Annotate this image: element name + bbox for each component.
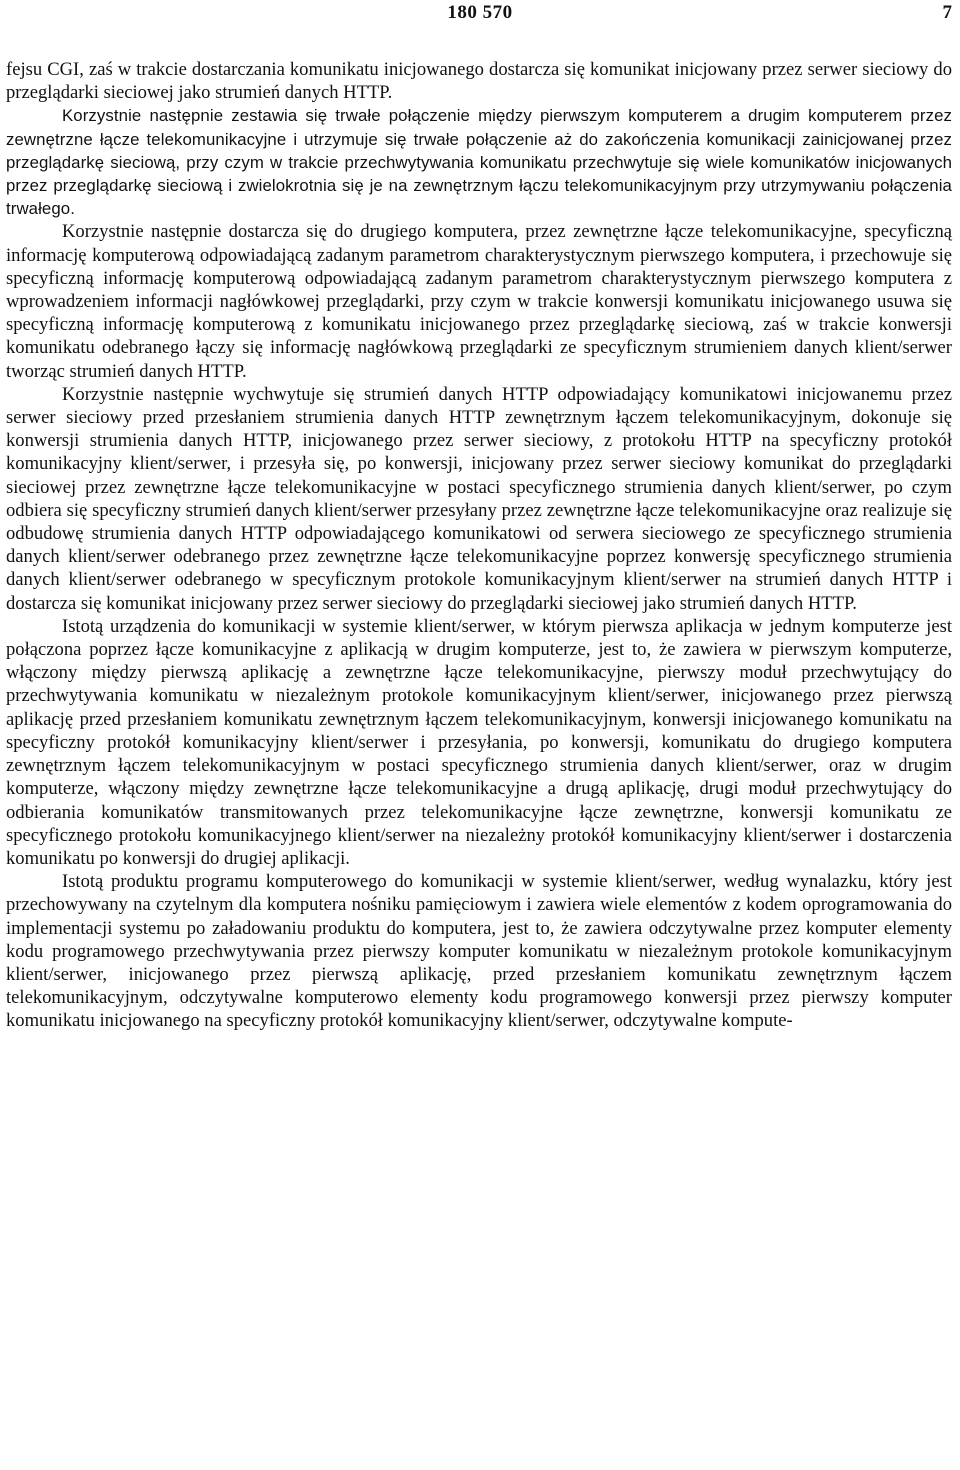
paragraph-persistent-connection: Korzystnie następnie zestawia się trwałe połączenie między pierwszym komputerem a drugim komputerem przez zewnętrzne łącze telekomunikacyjne i utrzymuje się trwałe połączenie aż do zakończenia komunikacji zainicjowanej przez przeglądarkę sieciową, przy czym w trakcie przechwytywania komunikatu przechwytuje się wiele komunikatów inicjowanych przez przeglądarkę sieciową i zwielokrotnia się je na zewnętrznym łączu telekomunikacyjnym przy utrzymywaniu połączenia trwałego. (6, 106, 952, 219)
paragraph-header-info: Korzystnie następnie dostarcza się do drugiego komputera, przez zewnętrzne łącze telekomunikacyjne, specyficzną informację komputerową odpowiadającą zadanym parametrom charakterystycznym pierwszego komputera, i przechowuje się specyficzną informację komputerową odpowiadającą zadanym parametrom charakterystycznym pierwszego komputera z wprowadzeniem informacji nagłówkowej przeglądarki, przy czym w trakcie konwersji komunikatu inicjowanego usuwa się specyficzną informację komputerową z komunikatu inicjowanego przez przeglądarkę sieciową, zaś w trakcie konwersji komunikatu odebranego łączy się informację nagłówkową przeglądarki ze specyficznym strumieniem danych klient/serwer tworząc strumień danych HTTP. (6, 221, 952, 382)
paragraph-continuation: fejsu CGI, zaś w trakcie dostarczania komunikatu inicjowanego dostarcza się komunikat inicjowany przez serwer sieciowy do przeglądarki sieciowej jako strumień danych HTTP. (6, 59, 952, 104)
document-body (6, 58, 952, 1033)
paragraph-http-stream: Korzystnie następnie wychwytuje się strumień danych HTTP odpowiadający komunikatowi inicjowanemu przez serwer sieciowy przed przesłaniem strumienia danych HTTP zewnętrznym łączem telekomunikacyjnym, dokonuje się konwersji strumienia danych HTTP, inicjowanego przez serwer sieciowy, z protokołu HTTP na specyficzny protokół komunikacyjny klient/serwer, i przesyła się, po konwersji, inicjowany przez serwer sieciowy komunikat do przeglądarki sieciowej przez zewnętrzne łącze telekomunikacyjne w postaci specyficznego strumienia danych klient/serwer, po czym odbiera się specyficzny strumień danych klient/serwer przesyłany przez zewnętrzne łącze telekomunikacyjne oraz realizuje się odbudowę strumienia danych HTTP odpowiadającego komunikatowi od serwera sieciowego ze specyficznego strumienia danych klient/serwer odebranego przez zewnętrzne łącze telekomunikacyjne poprzez konwersję specyficznego strumienia danych klient/serwer odebranego w specyficznym protokole komunikacyjnym klient/serwer na strumień danych HTTP i dostarcza się komunikat inicjowany przez serwer sieciowy do przeglądarki sieciowej jako strumień danych HTTP. (6, 383, 952, 614)
paragraph-program-product: Istotą produktu programu komputerowego do komunikacji w systemie klient/serwer, według wynalazku, który jest przechowywany na czytelnym dla komputera nośniku pamięciowym i zawiera wiele elementów z kodem oprogramowania do implementacji systemu po załadowaniu produktu do komputera, jest to, że zawiera odczytywalne przez komputer elementy kodu programowego przechwytywania przez pierwszy komputer komunikatu w niezależnym protokole komunikacyjnym klient/serwer, inicjowanego przez pierwszą aplikację, przed przesłaniem komunikatu zewnętrznym łączem telekomunikacyjnym, odczytywalne komputerowo elementy kodu programowego konwersji przez pierwszy komputer komunikatu inicjowanego na specyficzny protokół komunikacyjny klient/serwer, odczytywalne kompute- (6, 871, 952, 1032)
paragraph-device: Istotą urządzenia do komunikacji w systemie klient/serwer, w którym pierwsza aplikacja w jednym komputerze jest połączona poprzez łącze komunikacyjne z aplikacją w drugim komputerze, jest to, że zawiera w pierwszym komputerze, włączony między pierwszą aplikację a zewnętrzne łącze telekomunikacyjne, pierwszy moduł przechwytujący do przechwytywania komunikatu w niezależnym protokole komunikacyjnym klient/serwer, inicjowanego przez pierwszą aplikację przed przesłaniem komunikatu zewnętrznym łączem telekomunikacyjnym, konwersji inicjowanego komunikatu na specyficzny protokół komunikacyjny klient/serwer i przesyłania, po konwersji, komunikatu do drugiego komputera zewnętrznym łączem telekomunikacyjnym w postaci specyficznego strumienia danych klient/serwer, oraz w drugim komputerze, włączony między zewnętrzne łącze telekomunikacyjne a drugą aplikację, drugi moduł przechwytujący do odbierania komunikatów transmitowanych przez telekomunikacyjne łącze zewnętrzne, konwersji komunikatu ze specyficznego protokołu komunikacyjnego klient/serwer na niezależny protokół komunikacyjny klient/serwer i dostarczenia komunikatu po konwersji do drugiej aplikacji. (6, 615, 952, 869)
document-number: 180 570 (447, 2, 513, 23)
page-number: 7 (942, 2, 952, 23)
page-header (0, 2, 960, 28)
